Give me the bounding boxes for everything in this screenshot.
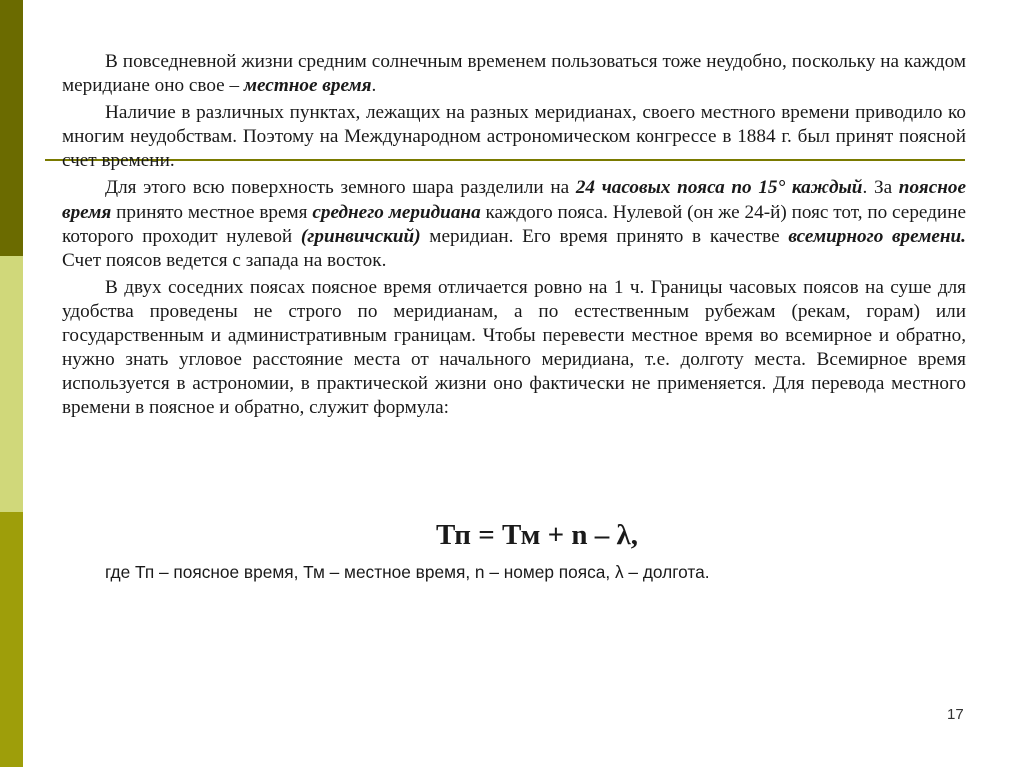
p3-text-g: каждого пояса. Нулевой (он же 24-й) пояс тот, по середине которого проходит нулевой	[62, 201, 966, 247]
p3-text-a: Для этого всю поверхность земного шара разделили на	[105, 177, 576, 199]
body-text	[62, 50, 966, 423]
p3-text-i: меридиан. Его время принято в качестве	[420, 225, 789, 247]
p4-text: В двух соседних поясах поясное время отличается ровно на 1 ч. Границы часовых поясов на суше для удобства проведены не строго по меридианам, а по естественным рубежам (рекам, горам) или государственным и административным границам. Чтобы перевести местное время во всемирное и обратно, нужно знать угловое расстояние места от начального меридиана, т.е. долготу места. Всемирное время используется в астрономии, в практической жизни оно фактически не применяется. Для перевода местного времени в поясное и обратно, служит формула:	[62, 276, 966, 419]
p2-text: Наличие в различных пунктах, лежащих на разных меридианах, своего местного времени приводило ко многим неудобствам. Поэтому на Международном астрономическом конгрессе в 1884 г. был принят поясной счет времени.	[62, 102, 966, 172]
p1-end: .	[371, 75, 377, 97]
side-bar-top	[0, 0, 23, 256]
p3-term-zones: 24 часовых пояса по 15° каждый	[575, 177, 863, 199]
p3-text-e: принято местное время	[111, 201, 313, 223]
p1-text: В повседневной жизни средним солнечным временем пользоваться тоже неудобно, поскольку на каждом меридиане оно свое –	[62, 51, 966, 97]
p3-term-zone-time: поясное время	[62, 177, 966, 223]
p3-text-k: Счет поясов ведется с запада на восток.	[62, 249, 387, 271]
p3-term-universal: всемирного времени.	[788, 225, 966, 247]
paragraph-3	[62, 176, 966, 272]
paragraph-2	[62, 101, 966, 173]
p3-term-greenwich: (гринвичский)	[300, 225, 421, 247]
p3-term-meridian: среднего меридиана	[312, 201, 481, 223]
formula: Тп = Тм + n – λ,	[436, 519, 638, 551]
side-bar-middle	[0, 256, 23, 512]
paragraph-4	[62, 276, 966, 421]
formula-legend: где Тп – поясное время, Тм – местное время, n – номер пояса, λ – долгота.	[105, 562, 710, 582]
paragraph-1	[62, 50, 966, 98]
p1-term: местное время	[243, 75, 372, 97]
p3-text-c: . За	[862, 177, 899, 199]
page-number: 17	[947, 706, 964, 723]
